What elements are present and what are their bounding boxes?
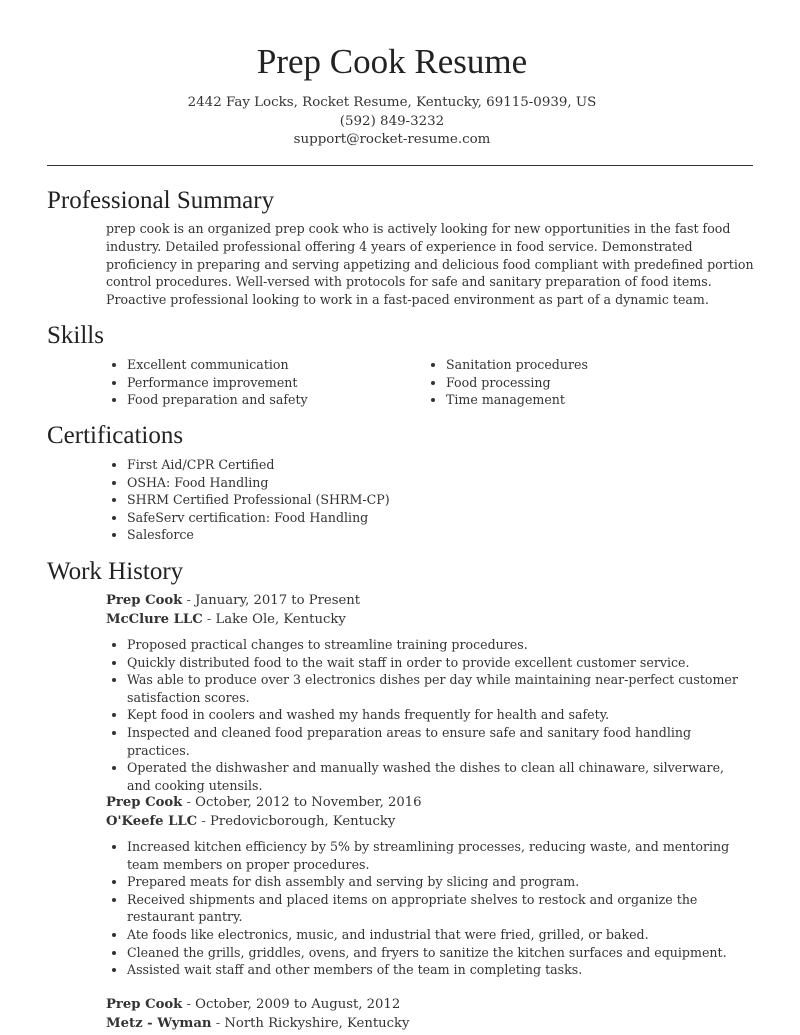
section-heading-summary: Professional Summary xyxy=(47,187,275,214)
list-item: • Time management xyxy=(446,391,746,409)
header-divider xyxy=(47,165,753,166)
list-item: • Kept food in coolers and washed my hands frequently for health and safety. xyxy=(127,706,747,724)
list-item: • Inspected and cleaned food preparation areas to ensure safe and sanitary food handling practices. xyxy=(127,724,747,759)
list-item: • SHRM Certified Professional (SHRM-CP) xyxy=(127,491,747,509)
list-item: • SafeServ certification: Food Handling xyxy=(127,509,747,527)
job-location: Lake Ole, Kentucky xyxy=(215,612,346,627)
list-item: • First Aid/CPR Certified xyxy=(127,456,747,474)
job-duties-list xyxy=(107,636,747,794)
contact-email: support@rocket-resume.com xyxy=(293,132,491,147)
list-item: • Quickly distributed food to the wait staff in order to provide excellent customer service. xyxy=(127,654,747,672)
contact-phone: (592) 849-3232 xyxy=(339,114,445,129)
list-item: • Proposed practical changes to streamline training procedures. xyxy=(127,636,747,654)
section-heading-skills: Skills xyxy=(47,322,104,349)
job-title: Prep Cook xyxy=(106,997,183,1012)
resume-title: Prep Cook Resume xyxy=(256,42,528,81)
list-item: • Excellent communication xyxy=(127,356,407,374)
job-title-line: Prep Cook - October, 2012 to November, 2016 xyxy=(106,795,422,810)
list-item: • OSHA: Food Handling xyxy=(127,474,747,492)
job-company-line: McClure LLC - Lake Ole, Kentucky xyxy=(106,612,346,627)
list-item: • Was able to produce over 3 electronics dishes per day while maintaining near-perfect customer satisfaction scores. xyxy=(127,671,747,706)
job-company: Metz - Wyman xyxy=(106,1016,212,1031)
skills-list-right xyxy=(426,356,746,409)
job-duties-list xyxy=(107,838,747,979)
section-heading-certifications: Certifications xyxy=(47,422,184,449)
summary-text: prep cook is an organized prep cook who is actively looking for new opportunities in the fast food industry. Detailed professional offering 4 years of experience in food service. Demonstrated proficiency in preparing and serving appetizing and delicious food compliant with predefined portion control procedures. Well-versed with protocols for safe and sanitary preparation of food items. Proactive professional looking to work in a fast-paced environment as part of a dynamic team. xyxy=(106,221,754,308)
list-item: • Sanitation procedures xyxy=(446,356,746,374)
certifications-list xyxy=(107,456,747,544)
list-item: • Performance improvement xyxy=(127,374,407,392)
job-location: Predovicborough, Kentucky xyxy=(210,814,396,829)
job-company: McClure LLC xyxy=(106,612,203,627)
list-item: • Assisted wait staff and other members of the team in completing tasks. xyxy=(127,961,747,979)
section-heading-work-history: Work History xyxy=(47,558,184,585)
job-company: O'Keefe LLC xyxy=(106,814,198,829)
job-title-line: Prep Cook - January, 2017 to Present xyxy=(106,593,361,608)
job-title: Prep Cook xyxy=(106,593,183,608)
job-dates: January, 2017 to Present xyxy=(195,593,361,608)
list-item: • Food processing xyxy=(446,374,746,392)
job-location: North Rickyshire, Kentucky xyxy=(224,1016,410,1031)
job-title: Prep Cook xyxy=(106,795,183,810)
list-item: • Cleaned the grills, griddles, ovens, and fryers to sanitize the kitchen surfaces and equipment. xyxy=(127,944,747,962)
list-item: • Ate foods like electronics, music, and industrial that were fried, grilled, or baked. xyxy=(127,926,747,944)
job-dates: October, 2012 to November, 2016 xyxy=(195,795,422,810)
list-item: • Prepared meats for dish assembly and serving by slicing and program. xyxy=(127,873,747,891)
job-company-line: Metz - Wyman - North Rickyshire, Kentucky xyxy=(106,1016,410,1031)
job-company-line: O'Keefe LLC - Predovicborough, Kentucky xyxy=(106,814,396,829)
list-item: • Received shipments and placed items on appropriate shelves to restock and organize the restaurant pantry. xyxy=(127,891,747,926)
list-item: • Salesforce xyxy=(127,526,747,544)
list-item: • Increased kitchen efficiency by 5% by streamlining processes, reducing waste, and mentoring team members on proper procedures. xyxy=(127,838,747,873)
list-item: • Food preparation and safety xyxy=(127,391,407,409)
job-dates: October, 2009 to August, 2012 xyxy=(195,997,401,1012)
job-title-line: Prep Cook - October, 2009 to August, 2012 xyxy=(106,997,401,1012)
list-item: • Operated the dishwasher and manually washed the dishes to clean all chinaware, silverware, and cooking utensils. xyxy=(127,759,747,794)
contact-address: 2442 Fay Locks, Rocket Resume, Kentucky, 69115-0939, US xyxy=(187,95,597,110)
skills-list-left xyxy=(107,356,407,409)
